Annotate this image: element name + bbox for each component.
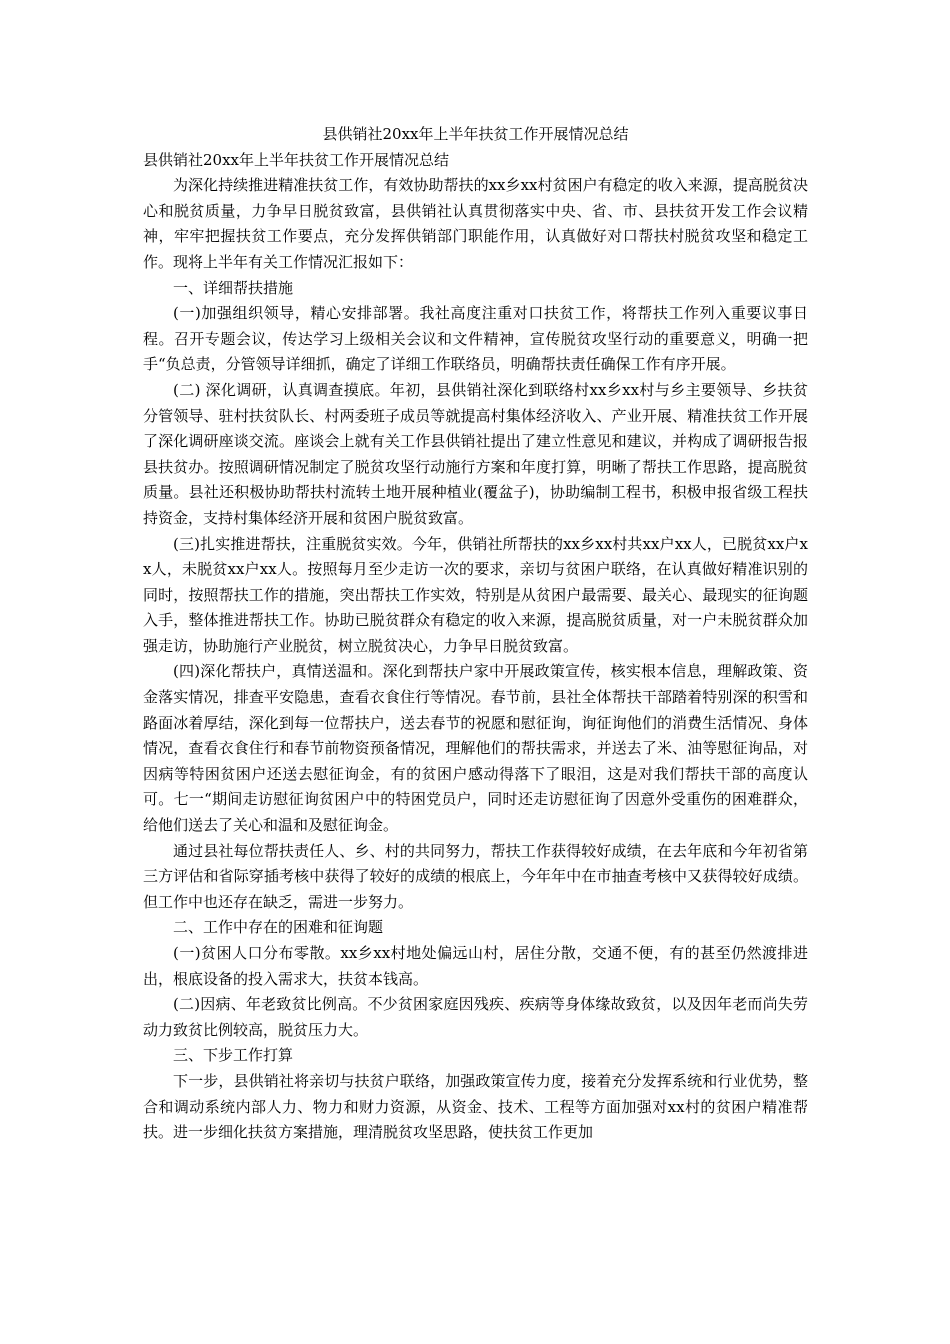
document-subtitle: 县供销社20xx年上半年扶贫工作开展情况总结 (143, 150, 450, 169)
intro-paragraph: 为深化持续推进精准扶贫工作，有效协助帮扶的xx乡xx村贫困户有稳定的收入来源，提高脱贫决心和脱贫质量，力争早日脱贫致富，县供销社认真贯彻落实中央、省、市、县扶贫开发工作会议精神，牢牢把握扶贫工作要点，充分发挥供销部门职能作用，认真做好对口帮扶村脱贫攻坚和稳定工作。现将上半年有关工作情况汇报如下： (143, 176, 808, 271)
paragraph-measure-4: (四)深化帮扶户，真情送温和。深化到帮扶户家中开展政策宣传，核实根本信息，理解政策、资金落实情况，排查平安隐患，查看衣食住行等情况。春节前，县社全体帮扶干部踏着特别深的积雪和路面冰着厚结，深化到每一位帮扶户，送去春节的祝愿和慰征询，询征询他们的消费生活情况、身体情况，查看衣食住行和春节前物资预备情况，理解他们的帮扶需求，并送去了米、油等慰征询品，对因病等特困贫困户还送去慰征询金，有的贫困户感动得落下了眼泪，这是对我们帮扶干部的高度认可。七一“期间走访慰征询贫困户中的特困党员户，同时还走访慰征询了因意外受重伤的困难群众，给他们送去了关心和温和及慰征询金。 (143, 662, 808, 835)
document-title: 县供销社20xx年上半年扶贫工作开展情况总结 (322, 125, 629, 143)
section-heading-2: 二、工作中存在的困难和征询题 (173, 918, 384, 937)
section-heading-1: 一、详细帮扶措施 (173, 278, 294, 297)
paragraph-measure-2: (二) 深化调研，认真调查摸底。年初，县供销社深化到联络村xx乡xx村与乡主要领导、乡扶贫分管领导、驻村扶贫队长、村两委班子成员等就提高村集体经济收入、产业开展、精准扶贫工作开展了深化调研座谈交流。座谈会上就有关工作县供销社提出了建立性意见和建议，并构成了调研报告报县扶贫办。按照调研情况制定了脱贫攻坚行动施行方案和年度打算，明晰了帮扶工作思路，提高脱贫质量。县社还积极协助帮扶村流转土地开展种植业(覆盆子)，协助编制工程书，积极申报省级工程扶持资金，支持村集体经济开展和贫困户脱贫致富。 (143, 380, 808, 527)
document-page (143, 122, 808, 1146)
paragraph-measure-1: (一)加强组织领导，精心安排部署。我社高度注重对口扶贫工作，将帮扶工作列入重要议事日程。召开专题会议，传达学习上级相关会议和文件精神，宣传脱贫攻坚行动的重要意义，明确一把手“负总责，分管领导详细抓，确定了详细工作联络员，明确帮扶责任确保工作有序开展。 (143, 304, 808, 374)
paragraph-results: 通过县社每位帮扶责任人、乡、村的共同努力，帮扶工作获得较好成绩，在去年底和今年初省第三方评估和省际穿插考核中获得了较好的成绩的根底上，今年年中在市抽查考核中又获得较好成绩。但工作中也还存在缺乏，需进一步努力。 (143, 841, 808, 911)
paragraph-measure-3: (三)扎实推进帮扶，注重脱贫实效。今年，供销社所帮扶的xx乡xx村共xx户xx人，已脱贫xx户xx人，未脱贫xx户xx人。按照每月至少走访一次的要求，亲切与贫困户联络，在认真做好精准识别的同时，按照帮扶工作的措施，突出帮扶工作实效，特别是从贫困户最需要、最关心、最现实的征询题入手，整体推进帮扶工作。协助已脱贫群众有稳定的收入来源，提高脱贫质量，对一户未脱贫群众加强走访，协助施行产业脱贫，树立脱贫决心，力争早日脱贫致富。 (143, 534, 808, 655)
paragraph-plan: 下一步，县供销社将亲切与扶贫户联络，加强政策宣传力度，接着充分发挥系统和行业优势，整合和调动系统内部人力、物力和财力资源，从资金、技术、工程等方面加强对xx村的贫困户精准帮扶。进一步细化扶贫方案措施，理清脱贫攻坚思路，使扶贫工作更加 (143, 1071, 808, 1142)
paragraph-problem-2: (二)因病、年老致贫比例高。不少贫困家庭因残疾、疾病等身体缘故致贫，以及因年老而尚失劳动力致贫比例较高，脱贫压力大。 (143, 995, 808, 1039)
section-heading-3: 三、下步工作打算 (173, 1046, 294, 1065)
paragraph-problem-1: (一)贫困人口分布零散。xx乡xx村地处偏远山村，居住分散，交通不便，有的甚至仍然渡排进出，根底设备的投入需求大，扶贫本钱高。 (143, 944, 808, 988)
